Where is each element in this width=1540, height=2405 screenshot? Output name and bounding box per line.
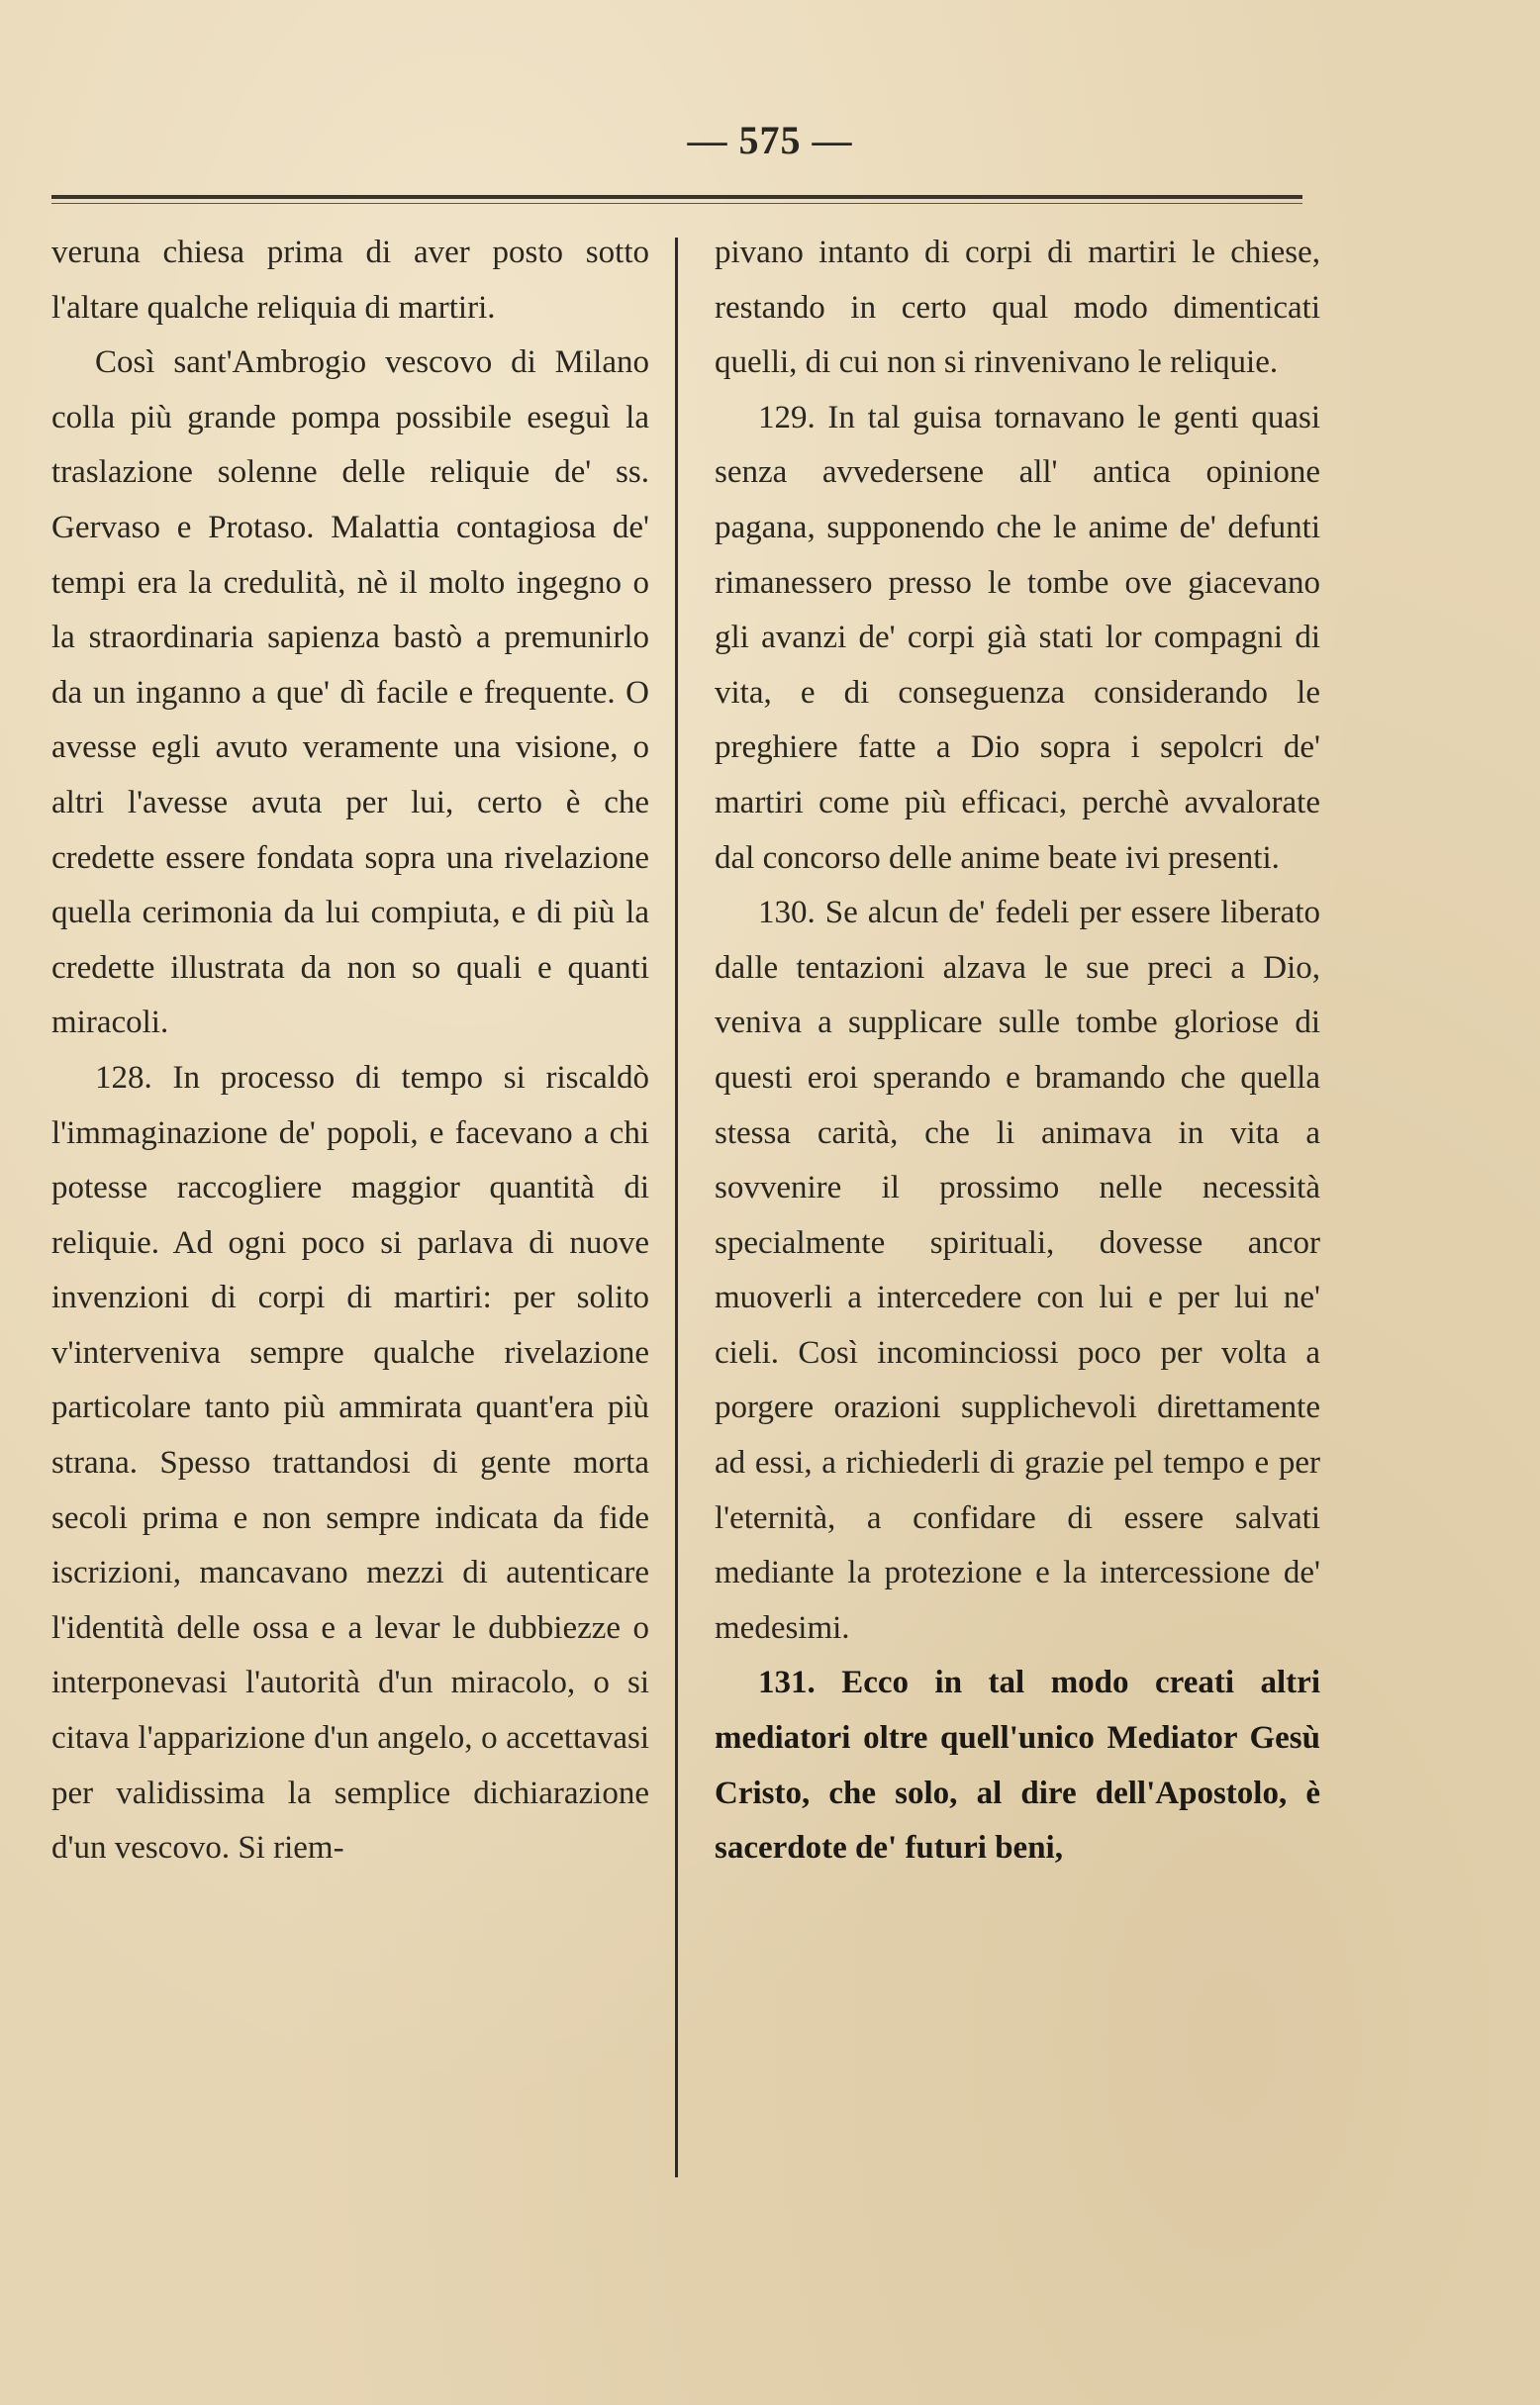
left-paragraph-ambrogio: Così sant'Ambrogio vescovo di Milano colla più grande pompa possibile eseguì la traslazione solenne delle reliquie de' ss. Gervaso e Protaso. Malattia contagiosa de' tempi era la credulità, nè il molto ingegno o la straordinaria sapienza bastò a premunirlo da un inganno a que' dì facile e frequente. O avesse egli avuto veramente una visione, o altri l'avesse avuta per lui, certo è che credette essere fondata sopra una rivelazione quella cerimonia da lui compiuta, e di più la credette illustrata da non so quali e quanti miracoli. xyxy=(51,344,649,1041)
paragraph-number-128: 128. xyxy=(95,1059,152,1096)
right-paragraph-131 xyxy=(715,1656,1320,1876)
header-rule xyxy=(51,195,1302,199)
paragraph-text-128: In processo di tempo si riscaldò l'immaginazione de' popoli, e facevano a chi potesse raccogliere maggior quantità di reliquie. Ad ogni poco si parlava di nuove invenzioni di corpi di martiri: per solito v'interveniva sempre qualche rivelazione particolare tanto più ammirata quant'era più strana. Spesso trattandosi di gente morta secoli prima e non sempre indicata da fide iscrizioni, mancavano mezzi di autenticare l'identità delle ossa e a levar le dubbiezze o interponevasi l'autorità d'un miracolo, o si citava l'apparizione d'un angelo, o accettavasi per validissima la semplice dichiarazione d'un vescovo. Si riem- xyxy=(51,1059,649,1867)
right-paragraph-129 xyxy=(715,391,1320,886)
column-divider xyxy=(675,238,678,2177)
right-paragraph-130 xyxy=(715,886,1320,1656)
paragraph-text-130: Se alcun de' fedeli per essere liberato dalle tentazioni alzava le sue preci a Dio, veniva a supplicare sulle tombe gloriose di questi eroi sperando e bramando che quella stessa carità, che li animava in vita a sovvenire il prossimo nelle necessità specialmente spirituali, dovesse ancor muoverli a intercedere con lui e per lui ne' cieli. Così incominciossi poco per volta a porgere orazioni supplichevoli direttamente ad essi, a richiederli di grazie pel tempo e per l'eternità, a confidare di essere salvati mediante la protezione e la intercessione de' medesimi. xyxy=(715,895,1320,1646)
paragraph-number-131: 131. xyxy=(758,1665,816,1701)
page-number: — 575 — xyxy=(687,118,853,162)
left-column xyxy=(51,226,649,1876)
right-paragraph-continuation: pivano intanto di corpi di martiri le chiese, restando in certo qual modo dimenticati quelli, di cui non si rinvenivano le reliquie. xyxy=(715,235,1320,381)
paragraph-number-129: 129. xyxy=(758,399,816,435)
right-column xyxy=(715,226,1320,1876)
paragraph-number-130: 130. xyxy=(758,895,816,931)
paragraph-text-131: Ecco in tal modo creati altri mediatori oltre quell'unico Mediator Gesù Cristo, che solo, al dire dell'Apostolo, è sacerdote de' futuri beni, xyxy=(715,1665,1320,1867)
paragraph-text-129: In tal guisa tornavano le genti quasi senza avvedersene all' antica opinione pagana, supponendo che le anime de' defunti rimanessero presso le tombe ove giacevano gli avanzi de' corpi già stati lor compagni di vita, e di conseguenza considerando le preghiere fatte a Dio sopra i sepolcri de' martiri come più efficaci, perchè avvalorate dal concorso delle anime beate ivi presenti. xyxy=(715,399,1320,876)
header-rule-thin xyxy=(51,203,1302,204)
left-paragraph-128 xyxy=(51,1051,649,1876)
left-paragraph-continuation: veruna chiesa prima di aver posto sotto l'altare qualche reliquia di martiri. xyxy=(51,235,649,326)
